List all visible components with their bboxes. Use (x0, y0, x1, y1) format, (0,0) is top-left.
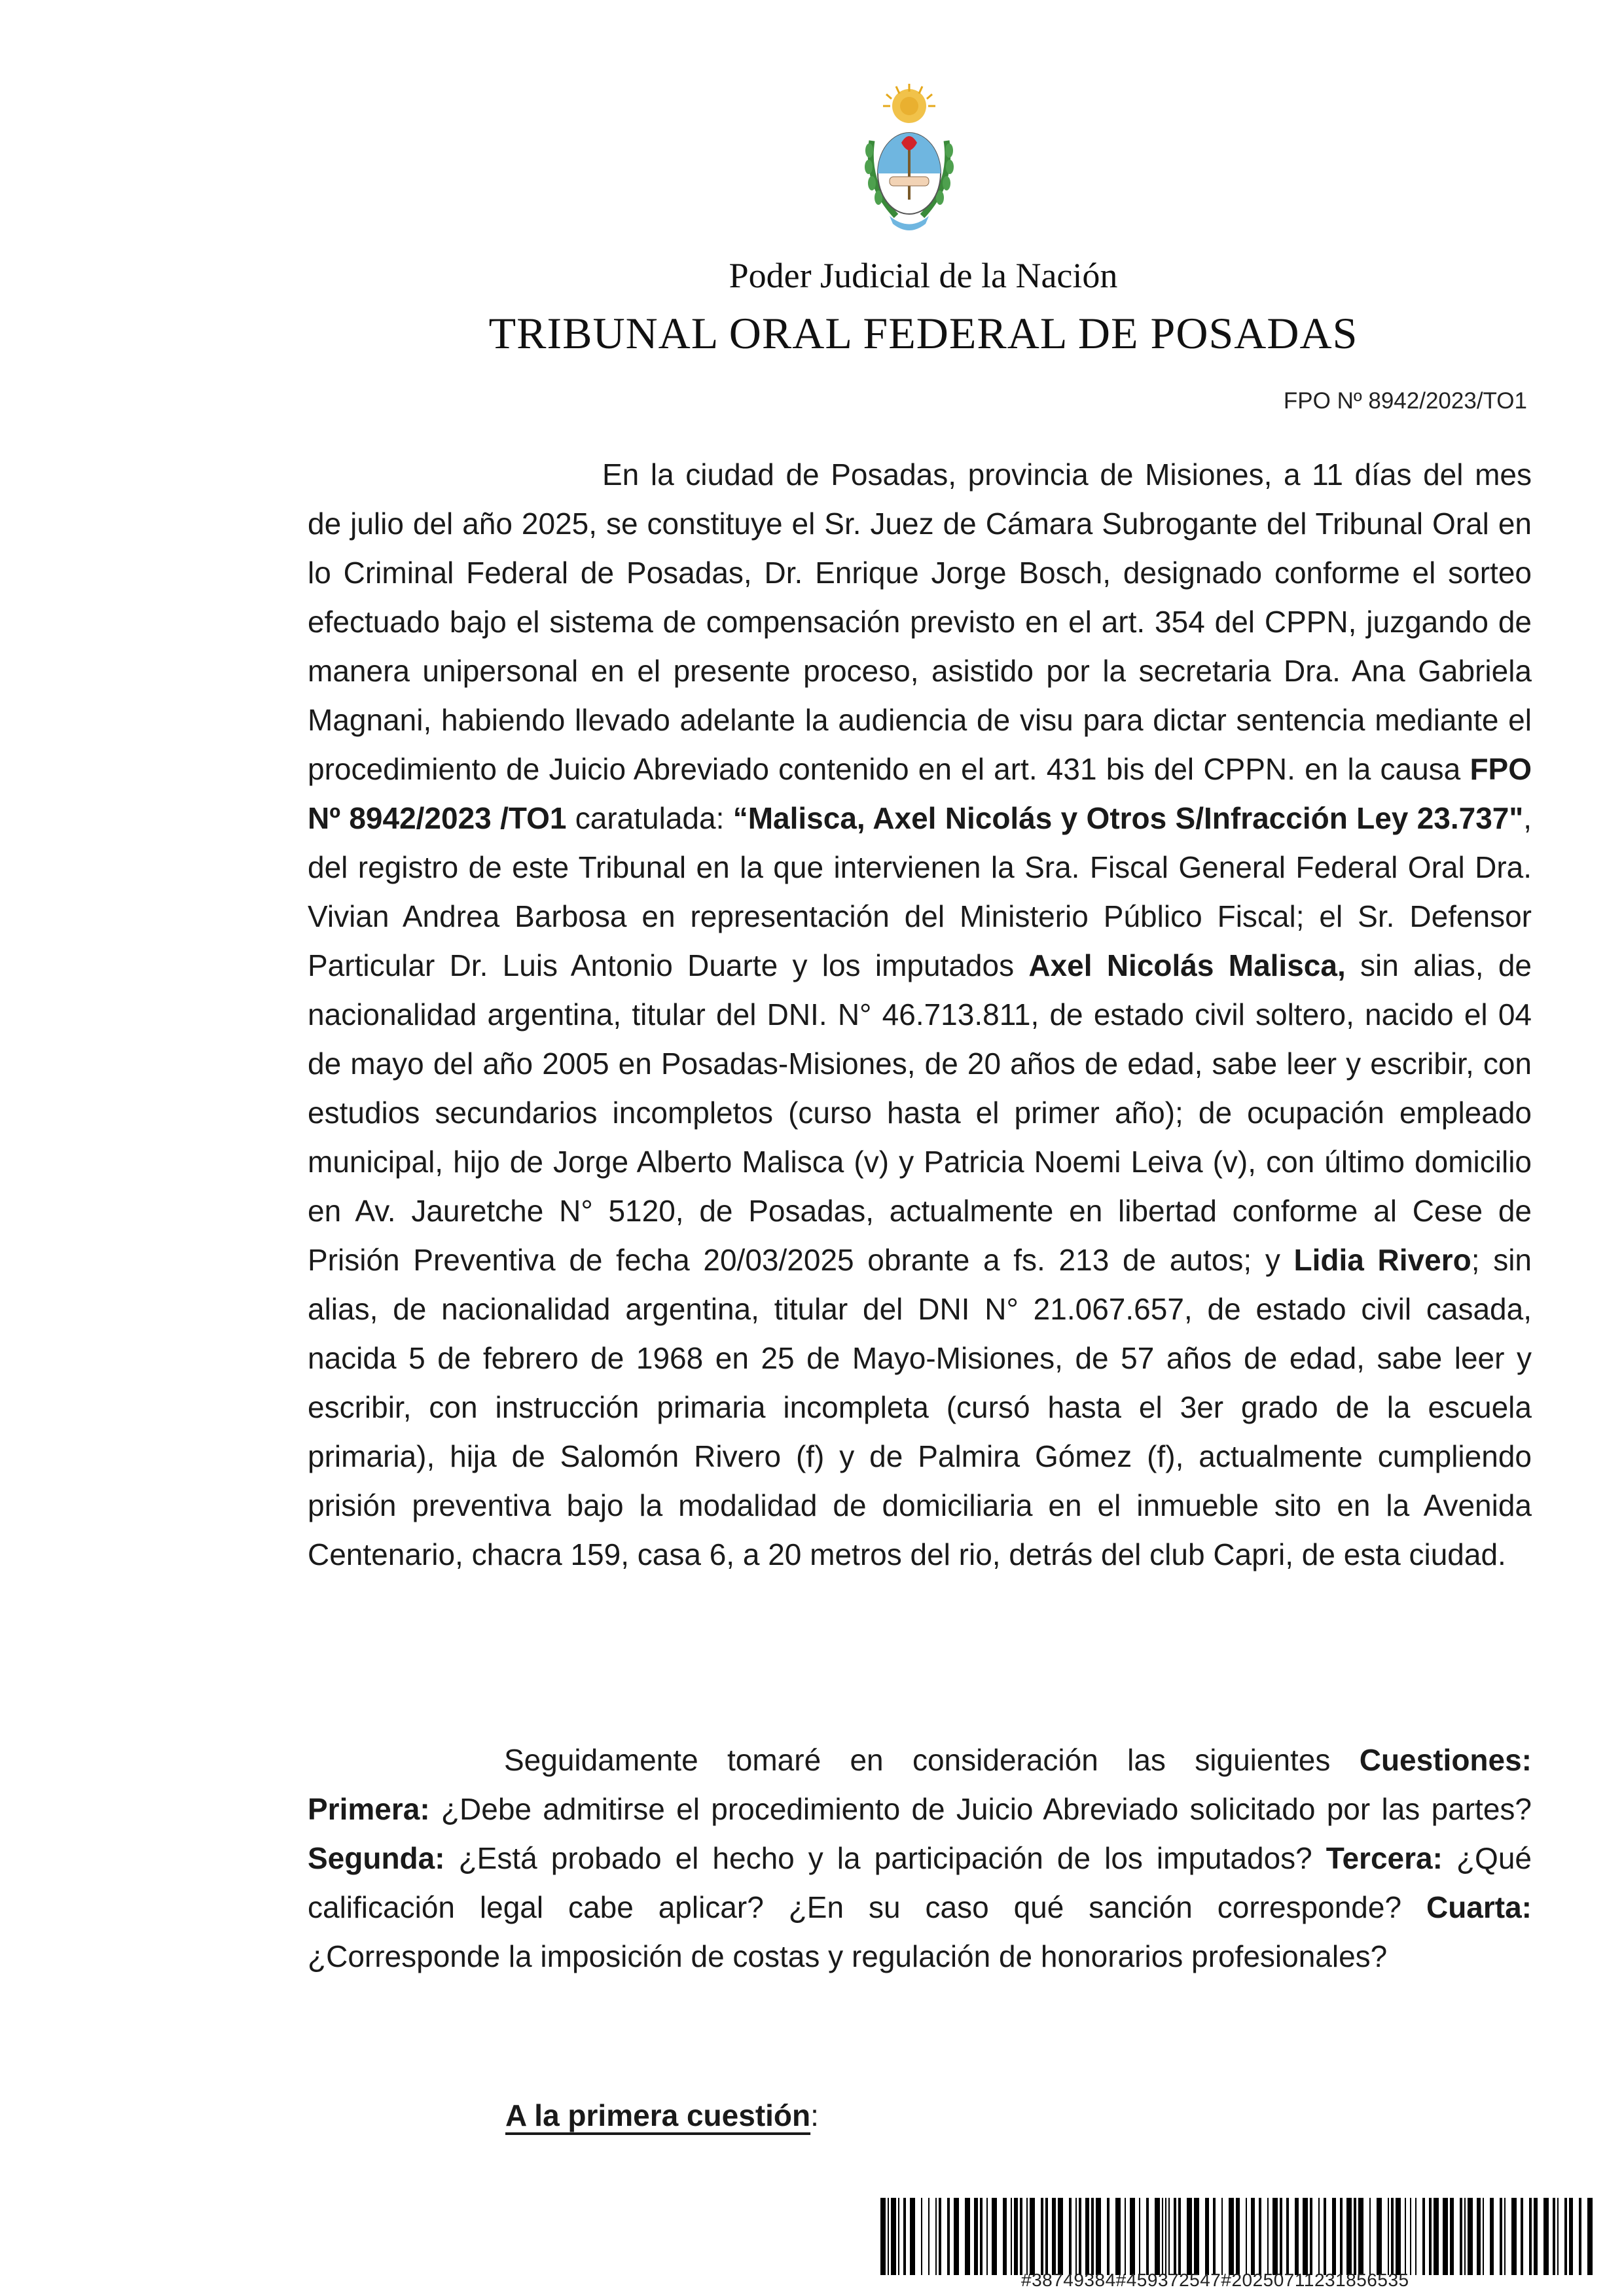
sun-rays (883, 84, 935, 123)
text-span: Seguidamente tomaré en consideración las siguientes (504, 1743, 1360, 1777)
text-span: caratulada: (566, 801, 733, 835)
text-span: sin alias, de nacionalidad argentina, titular del DNI. N° 46.713.811, de estado civil soltero, nacido el 04 de mayo del año 2005 en Posadas-Misiones, de 20 años de edad, sabe leer y escribir, con estudios secundarios incompletos (curso hasta el primer año); de ocupación empleado municipal, hijo de Jorge Alberto Malisca (v) y Patricia Noemi Leiva (v), con último domicilio en Av. Jauretche N° 5120, de Posadas, actualmente en libertad conforme al Cese de Prisión Preventiva de fecha 20/03/2025 obrante a fs. 213 de autos; y (308, 948, 1532, 1277)
text-span: ; sin alias, de nacionalidad argentina, titular del DNI N° 21.067.657, de estado civil casada, nacida 5 de febrero de 1968 en 25 de Mayo-Misiones, de 57 años de edad, sabe leer y escribir, con instrucción primaria incompleta (cursó hasta el 3er grado de la escuela primaria), hija de Salomón Rivero (f) y de Palmira Gómez (f), actualmente cumpliendo prisión preventiva bajo la modalidad de domiciliaria en el inmueble sito en la Avenida Centenario, chacra 159, casa 6, a 20 metros del rio, detrás del club Capri, de esta ciudad. (308, 1243, 1532, 1571)
agency-name: Poder Judicial de la Nación (729, 256, 1118, 295)
paragraph-2 (308, 1736, 1532, 1981)
question-2-label: Segunda: (308, 1841, 445, 1875)
case-number: FPO Nº 8942/2023 /TO1 (308, 752, 1532, 835)
questions-label: Cuestiones: Primera: (308, 1743, 1532, 1826)
case-title: “Malisca, Axel Nicolás y Otros S/Infracción Ley 23.737" (732, 801, 1524, 835)
barcode-text: #38749384#459372547#20250711231856535 (1021, 2270, 1409, 2290)
heading-label: A la primera cuestión (505, 2098, 811, 2132)
text-span: ¿Corresponde la imposición de costas y regulación de honorarios profesionales? (308, 1939, 1388, 1973)
defendant-name-2: Lidia Rivero (1293, 1243, 1471, 1277)
paragraph-1 (308, 450, 1532, 1579)
text-span: , del registro de este Tribunal en la que intervienen la Sra. Fiscal General Federal Oral Dra. Vivian Andrea Barbosa en representación del Ministerio Público Fiscal; el Sr. Defensor Particular Dr. Luis Antonio Duarte y los imputados (308, 801, 1532, 982)
coat-of-arms-icon (860, 79, 958, 239)
question-4-label: Cuarta: (1426, 1890, 1532, 1924)
heading-suffix: : (810, 2098, 819, 2132)
defendant-name-1: Axel Nicolás Malisca, (1028, 948, 1346, 982)
file-number: FPO Nº 8942/2023/TO1 (1283, 388, 1527, 414)
text-span: ¿Debe admitirse el procedimiento de Juicio Abreviado solicitado por las partes? (429, 1792, 1532, 1826)
section-heading (505, 2091, 819, 2140)
text-span: En la ciudad de Posadas, provincia de Misiones, a 11 días del mes de julio del año 2025, se constituye el Sr. Juez de Cámara Subrogante del Tribunal Oral en lo Criminal Federal de Posadas, Dr. Enrique Jorge Bosch, designado conforme el sorteo efectuado bajo el sistema de compensación previsto en el art. 354 del CPPN, juzgando de manera unipersonal en el presente proceso, asistido por la secretaria Dra. Ana Gabriela Magnani, habiendo llevado adelante la audiencia de visu para dictar sentencia mediante el procedimiento de Juicio Abreviado contenido en el art. 431 bis del CPPN. en la causa (308, 457, 1532, 786)
question-3-label: Tercera: (1326, 1841, 1443, 1875)
text-span: ¿Está probado el hecho y la participación de los imputados? (444, 1841, 1326, 1875)
text-span: ¿Qué calificación legal cabe aplicar? ¿En su caso qué sanción corresponde? (308, 1841, 1532, 1924)
court-name: TRIBUNAL ORAL FEDERAL DE POSADAS (488, 308, 1358, 358)
barcode-icon (880, 2198, 1594, 2275)
